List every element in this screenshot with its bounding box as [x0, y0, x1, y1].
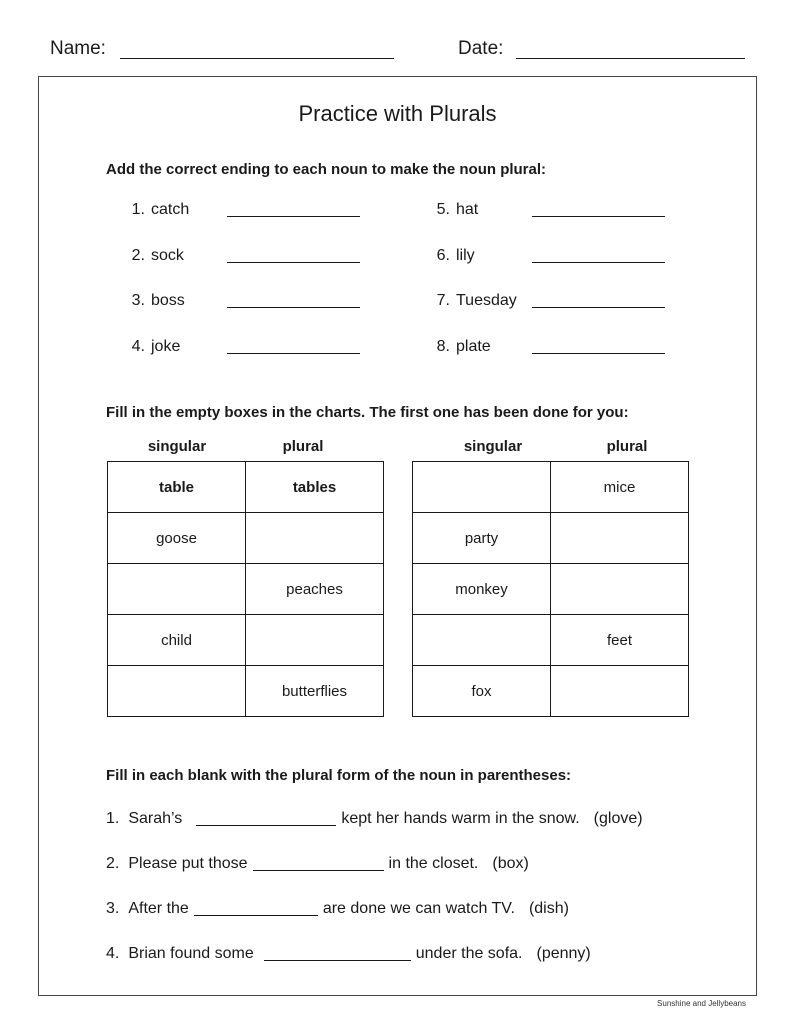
plural-cell: mice: [551, 462, 689, 513]
list-item: 1. Sarah’s kept her hands warm in the snow. (glove): [106, 810, 643, 827]
table-row: [413, 513, 689, 564]
singular-cell-empty[interactable]: [413, 462, 551, 513]
singular-cell-empty[interactable]: [108, 666, 246, 717]
plural-cell-empty[interactable]: [551, 564, 689, 615]
worksheet-frame: [38, 76, 757, 996]
section3-instruction: Fill in each blank with the plural form of the noun in parentheses:: [106, 767, 572, 784]
plural-chart-2: [412, 461, 689, 717]
list-item: 4. joke: [121, 338, 360, 356]
singular-cell: party: [413, 513, 551, 564]
name-label: Name:: [50, 38, 106, 59]
table-row: [413, 564, 689, 615]
list-item: 6. lily: [426, 247, 665, 265]
singular-cell-empty[interactable]: [413, 615, 551, 666]
answer-blank[interactable]: [532, 216, 665, 217]
list-item: 3. After the are done we can watch TV. (dish): [106, 900, 569, 917]
answer-blank[interactable]: [264, 960, 411, 961]
table-row: [413, 615, 689, 666]
singular-cell: fox: [413, 666, 551, 717]
table-row: [413, 462, 689, 513]
list-item: 2. Please put those in the closet. (box): [106, 855, 529, 872]
answer-blank[interactable]: [532, 353, 665, 354]
plural-cell: feet: [551, 615, 689, 666]
answer-blank[interactable]: [532, 262, 665, 263]
answer-blank[interactable]: [196, 825, 336, 826]
date-line[interactable]: [516, 58, 745, 59]
singular-cell-empty[interactable]: [108, 564, 246, 615]
chart1-singular-header: singular: [147, 438, 207, 455]
table-row: [108, 666, 384, 717]
plural-cell: tables: [246, 462, 384, 513]
chart2-singular-header: singular: [463, 438, 523, 455]
plural-cell-empty[interactable]: [246, 513, 384, 564]
plural-chart-1: [107, 461, 384, 717]
list-item: 7. Tuesday: [426, 292, 665, 310]
answer-blank[interactable]: [194, 915, 318, 916]
table-row: [108, 513, 384, 564]
answer-blank[interactable]: [253, 870, 384, 871]
answer-blank[interactable]: [227, 216, 360, 217]
answer-blank[interactable]: [532, 307, 665, 308]
singular-cell: table: [108, 462, 246, 513]
table-row: [413, 666, 689, 717]
list-item: 2. sock: [121, 247, 360, 265]
section2-instruction: Fill in the empty boxes in the charts. The first one has been done for you:: [106, 404, 629, 421]
list-item: 5. hat: [426, 201, 665, 219]
plural-cell-empty[interactable]: [246, 615, 384, 666]
chart2-plural-header: plural: [606, 438, 648, 455]
singular-cell: child: [108, 615, 246, 666]
table-row: [108, 564, 384, 615]
list-item: 8. plate: [426, 338, 665, 356]
table-row: [108, 615, 384, 666]
footer-credit: Sunshine and Jellybeans: [657, 999, 746, 1008]
answer-blank[interactable]: [227, 307, 360, 308]
table-row: [108, 462, 384, 513]
answer-blank[interactable]: [227, 262, 360, 263]
plural-cell: butterflies: [246, 666, 384, 717]
section1-instruction: Add the correct ending to each noun to make the noun plural:: [106, 161, 547, 178]
list-item: 1. catch: [121, 201, 360, 219]
answer-blank[interactable]: [227, 353, 360, 354]
plural-cell-empty[interactable]: [551, 513, 689, 564]
singular-cell: monkey: [413, 564, 551, 615]
date-label: Date:: [458, 38, 504, 59]
plural-cell-empty[interactable]: [551, 666, 689, 717]
plural-cell: peaches: [246, 564, 384, 615]
list-item: 3. boss: [121, 292, 360, 310]
singular-cell: goose: [108, 513, 246, 564]
name-line[interactable]: [120, 58, 394, 59]
list-item: 4. Brian found some under the sofa. (penny): [106, 945, 591, 962]
worksheet-title: Practice with Plurals: [298, 101, 497, 126]
chart1-plural-header: plural: [282, 438, 324, 455]
